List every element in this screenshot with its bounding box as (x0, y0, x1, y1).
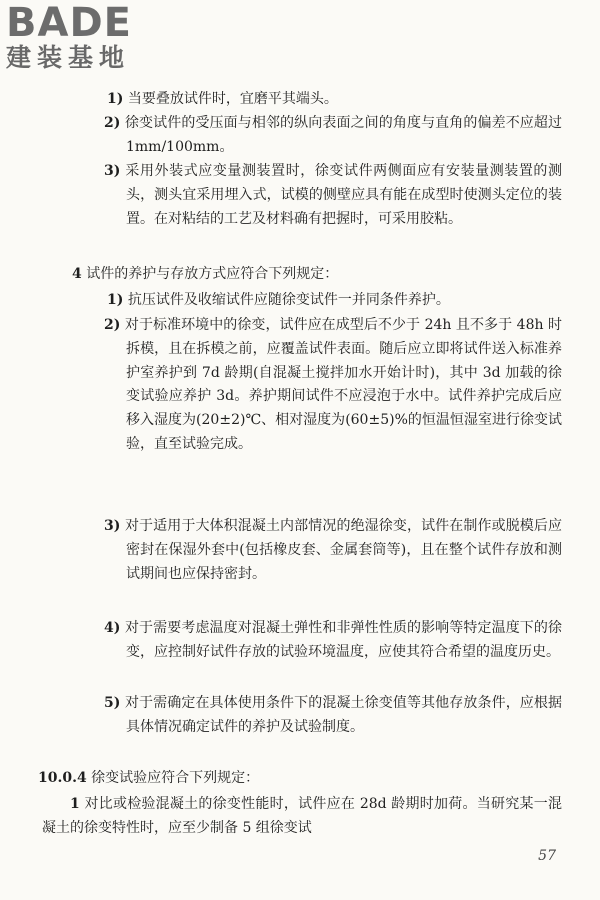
item-number: 1) (107, 292, 124, 308)
item-text: 抗压试件及收缩试件应随徐变试件一并同条件养护。 (127, 292, 450, 308)
item-4-5 (104, 692, 563, 740)
clause-number: 10.0.4 (38, 770, 87, 786)
item-text: 当要叠放试件时，宜磨平其端头。 (127, 91, 338, 107)
item-number: 3) (104, 518, 121, 534)
item-number: 1) (107, 91, 124, 107)
item-text: 采用外装式应变量测装置时，徐变试件两侧面应有安装量测装置的测头，测头宜采用埋入式，试模的侧壁应具有能在成型时使测头定位的装置。在对粘结的工艺及材料确有把握时，可采用胶粘。 (125, 163, 563, 227)
logo-text-cn: 建装基地 (6, 43, 131, 72)
logo-text-en: BADE (6, 0, 132, 46)
item-number: 2) (104, 115, 121, 131)
site-logo (6, 2, 132, 72)
item-3 (104, 160, 563, 231)
item-4-3 (104, 515, 563, 586)
clause-10-0-4 (38, 767, 562, 791)
page-number: 57 (538, 848, 556, 864)
item-4-4 (104, 617, 563, 665)
item-text: 对于需要考虑温度对混凝土弹性和非弹性性质的影响等特定温度下的徐变，应控制好试件存放的试验环境温度，应使其符合希望的温度历史。 (124, 620, 563, 660)
clause-item-1 (42, 793, 562, 841)
item-text: 对比或检验混凝土的徐变性能时，试件应在 28d 龄期时加荷。当研究某一混凝土的徐变特性时，应至少制备 5 组徐变试 (42, 796, 562, 836)
clause-text: 徐变试验应符合下列规定： (91, 770, 260, 786)
item-text: 徐变试件的受压面与相邻的纵向表面之间的角度与直角的偏差不应超过 1mm/100mm。 (124, 115, 563, 155)
item-number: 4 (72, 266, 82, 282)
item-text: 对于适用于大体积混凝土内部情况的绝湿徐变，试件在制作或脱模后应密封在保湿外套中(包括橡皮套、金属套筒等)，且在整个试件存放和测试期间也应保持密封。 (124, 518, 563, 582)
item-4-2 (104, 314, 562, 457)
item-text: 试件的养护与存放方式应符合下列规定： (86, 266, 339, 282)
item-number: 2) (104, 317, 121, 333)
item-number: 4) (104, 620, 121, 636)
item-4-1 (107, 289, 562, 313)
section-4 (72, 263, 562, 287)
item-1 (107, 88, 562, 112)
item-number: 3) (104, 163, 121, 179)
item-number: 5) (104, 695, 121, 711)
item-number: 1 (70, 796, 80, 812)
item-2 (104, 112, 563, 160)
item-text: 对于标准环境中的徐变，试件应在成型后不少于 24h 且不多于 48h 时拆模，且在拆模之前，应覆盖试件表面。随后应立即将试件送入标准养护室养护到 7d 龄期(自混凝土搅拌加水开始计时)，其中 3d 加载的徐变试验应养护 3d。养护期间试件不应浸泡于水中。试件养护完成后应移入湿度为(20±2)℃、相对湿度为(60±5)%的恒温恒湿室进行徐变试验，直至试验完成。 (124, 317, 562, 452)
item-text: 对于需确定在具体使用条件下的混凝土徐变值等其他存放条件，应根据具体情况确定试件的养护及试验制度。 (124, 695, 563, 735)
